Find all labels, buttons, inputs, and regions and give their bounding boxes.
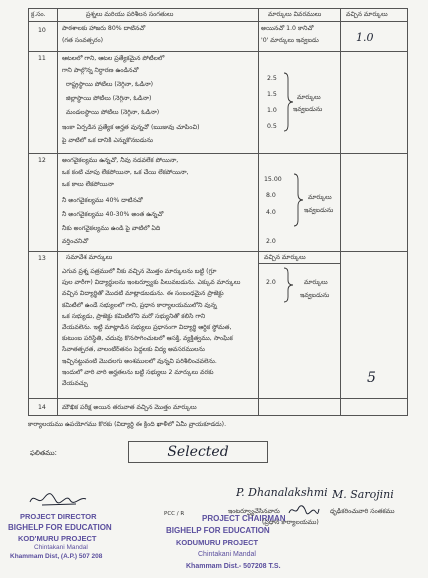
paragraph-line: ఇచ్చినట్టువంటి మొదలగు అంశములలో వున్నవి పరిశీలించవలెను. [62, 358, 217, 365]
paragraph-line: కమిటీలో ఉండే సభ్యులలో గాని, ప్రధాన కార్యాలయములోని వున్న [62, 302, 217, 309]
row-number: 11 [38, 55, 46, 62]
question-line: ఇంకా ఏర్పడిన ప్రత్యేక అర్హత వున్నచో (ఋజువు చూపించి) [62, 124, 200, 131]
paragraph-line: సేవాతత్పరత, వాలంటీర్‌తనం పెద్దలకు విద్య అవసరములను [62, 346, 205, 353]
marks-value: 4.0 [266, 209, 276, 216]
question-line: వర్తించనిచో [62, 238, 89, 245]
question-line: మండలస్థాయి పోటీలు (నెగ్గినా, ఓడినా) [66, 109, 160, 116]
stamp-line: BIGHELP FOR EDUCATION [8, 523, 112, 532]
marks-value: 2.0 [266, 238, 276, 245]
row-title: సమావేశ మార్కులు [66, 254, 113, 261]
paragraph-line: ఎగువ ప్రశ్న పత్రములో నీకు వచ్చిన మొత్తం మార్కులను బట్టి (గ్రూ [62, 268, 217, 275]
stamp-line: Khammam Dist.- 507208 T.S. [186, 563, 281, 570]
row-number: 14 [38, 404, 46, 411]
brace-label: మార్కులు [304, 279, 328, 286]
question-line: (గత సంవత్సరం) [62, 37, 104, 44]
curly-brace [284, 268, 294, 302]
header-question: ప్రశ్నలు మరియు పరిశీలన సంగతులు [86, 11, 174, 18]
brace-label: ఇవ్వబడును [304, 207, 334, 214]
head-office-label: (ప్రధాన కార్యాలయము) [262, 519, 319, 526]
stamp-line: Chintakani Mandal [198, 551, 256, 558]
marks-value: 1.0 [267, 107, 277, 114]
question-line: నీకు అంగవైకల్యము ఉండి పై వాటిలో ఏది [62, 225, 161, 232]
question-line: ఒక కంటి చూపు లేకపోయినా, ఒక చేయి లేకపోయినా, [62, 169, 189, 176]
question-line: పై వాటిలో ఒక దానికి ఎన్నుకొనబడును [62, 137, 154, 144]
reference-note: PCC / R [164, 511, 185, 517]
stamp-line: BIGHELP FOR EDUCATION [166, 526, 270, 535]
curly-brace [284, 73, 294, 131]
header-obtained: వచ్చిన మార్కులు [346, 11, 388, 18]
interviewer-signature [288, 503, 320, 517]
marks-detail-line: '0' మార్కులు ఇవ్వబడు [261, 37, 319, 44]
question-line: జిల్లాస్థాయి పోటీలు (నెగ్గినా, ఓడినా) [66, 95, 152, 102]
column-divider [258, 8, 259, 416]
stamp-line: PROJECT CHAIRMAN [202, 514, 286, 523]
row-number: 13 [38, 255, 46, 262]
stamp-line: KODUMURU PROJECT [176, 538, 259, 547]
question-line: గాని పాల్గొన్న నిర్ధారణ ఉండినచో [62, 67, 139, 74]
marks-value: 0.5 [267, 123, 277, 130]
marks-value: 2.0 [266, 279, 276, 286]
stamp-line: PROJECT DIRECTOR [20, 512, 97, 521]
subheader-divider [258, 263, 340, 264]
question-line: మౌఖిక పరీక్ష అయిన తరువాత వచ్చిన మొత్తం మార్కులు [62, 404, 197, 411]
marks-subheader: వచ్చిన మార్కులు [264, 254, 306, 261]
stamp-line: Khammam Dist, (A.P.) 507 208 [10, 553, 103, 560]
interviewer-label: ఇంటర్వ్యూచేసినవారు [228, 508, 280, 515]
question-line: నీ అంగవైకల్యము 40% దాటినచో [62, 197, 143, 204]
stamp-line: Chintakani Mandal [34, 544, 88, 551]
result-label: ఫలితము: [30, 449, 57, 457]
question-line: అంగవైకల్యము ఉన్నచో, నీవు నడవలేక పోయినా, [62, 157, 179, 164]
paragraph-line: ఒక సభ్యుడు, ప్రాజెక్టు కమిటీలోని మరో సభ్యునితో కలిసి గాని [62, 313, 206, 320]
question-line: నీ అంగవైకల్యము 40-30% అంత ఉన్నచో [62, 211, 164, 218]
row-number: 12 [38, 157, 46, 164]
obtained-marks-handwritten: 1.0 [356, 32, 374, 44]
question-line: ఆటలలో గాని, ఆటల ప్రత్యేకమైన పోటీలలో [62, 55, 165, 62]
director-signature [28, 490, 88, 508]
row-divider [28, 398, 408, 399]
obtained-marks-handwritten: 5 [367, 370, 376, 386]
row-divider [28, 51, 408, 52]
brace-label: ఇవ్వబడును [293, 106, 323, 113]
marks-value: 8.0 [266, 192, 276, 199]
result-value-handwritten: Selected [167, 444, 229, 460]
column-divider [57, 8, 58, 416]
question-line: ఒక కాలు లేకపోయినా [62, 181, 114, 188]
paragraph-line: వేయవచ్చు [62, 380, 88, 387]
header-marks-details: మార్కులు వివరములు [268, 11, 322, 18]
paragraph-line: కుటుంబ పరిస్థితి, చదువు కొనసాగించుటలో ఆసక్తి, వ్యక్తిత్వము, సాంఘిక [62, 335, 233, 342]
curly-brace [294, 174, 304, 226]
column-divider [340, 8, 341, 416]
paragraph-line: ఇందులో వారి వారి అర్హతలను బట్టి సభ్యులు 2 మార్కులు వరకు [62, 369, 214, 376]
paragraph-line: పుల వారీగా) విద్యార్థులను ఇంటర్వ్యూకు పిలువబడును. ఎక్కువ మార్కులు [62, 279, 241, 286]
paragraph-line: వచ్చిన విద్యార్థితో మొదటి మాట్లాడబడును. ఈ సంబంధమైన ప్రాజెక్టు [62, 290, 224, 297]
marks-detail-line: అయినచో 1.0 కానిచో [261, 25, 314, 32]
office-use-note: కార్యాలయము ఉపయోగము కొరకు (విద్యార్థి ఈ క్రింది ఖాళీలో ఏమీ వ్రాయకూడదు). [28, 421, 227, 428]
paragraph-line: వేయవలెను. ఇట్టి మాట్లాడిన సభ్యులు ప్రధానంగా విద్యార్థి ఆర్థిక స్థోమత, [62, 324, 232, 331]
question-line: పాఠశాలకు హాజరు 80% దాటినచో [62, 25, 146, 32]
marks-value: 15.00 [264, 176, 282, 183]
signature-sarojini: M. Sarojini [332, 488, 394, 501]
brace-label: మార్కులు [308, 194, 332, 201]
signature-dhanalakshmi: P. Dhanalakshmi [236, 486, 328, 499]
row-divider [28, 153, 408, 154]
marks-value: 1.5 [267, 91, 277, 98]
brace-label: మార్కులు [297, 94, 321, 101]
question-line: రాష్ట్రస్థాయి పోటీలు (నెగ్గినా, ఓడినా) [66, 81, 154, 88]
row-divider [28, 21, 408, 22]
row-number: 10 [38, 27, 46, 34]
brace-label: ఇవ్వబడును [300, 292, 330, 299]
row-divider [28, 251, 408, 252]
stamp-line: KOD'MURU PROJECT [18, 534, 97, 543]
header-sno: క్ర.సం. [31, 11, 46, 18]
marks-value: 2.5 [267, 75, 277, 82]
verifier-signature-label: ధృఢీకరించువారి సంతకము [330, 508, 395, 515]
